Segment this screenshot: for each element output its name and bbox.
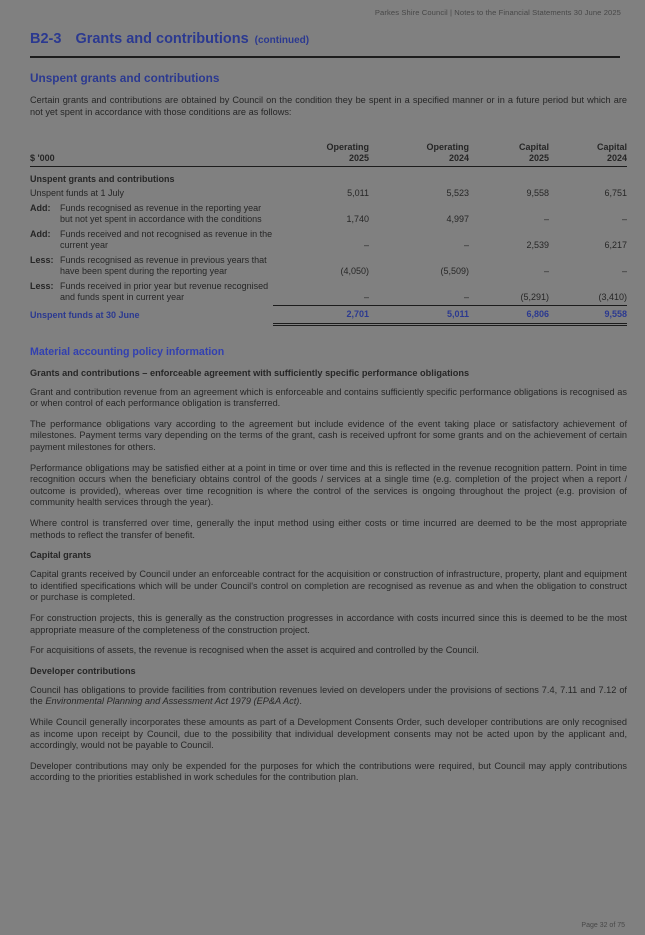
total-value: 9,558 (549, 305, 627, 324)
cell-value: 9,558 (526, 188, 549, 199)
policy-paragraph: The performance obligations vary according to the agreement but include evidence of the event taking place or satisfactory achievement of milestones. Payment terms vary depending on the terms of the grant, cash is received upfront for some grants and on the achievement of certain payment milestones for others. (30, 418, 627, 453)
total-value: 5,011 (369, 305, 469, 324)
row-label: Unspent funds at 1 July (30, 188, 125, 199)
table-total-row (30, 305, 627, 324)
cell-value: – (543, 266, 549, 277)
section-heading-unspent: Unspent grants and contributions (30, 71, 220, 85)
note-name: Grants and contributions (75, 31, 249, 47)
policy-paragraph: Council has obligations to provide facilities from contribution revenues levied on developers under the provisions of sections 7.4, 7.11 and 7.12 of the Environmental Planning and Assessment Act 1979 (EP&A Act). (30, 684, 627, 707)
title-divider (30, 56, 620, 58)
cell-value: 2,539 (526, 240, 549, 251)
cell-value: (4,050) (340, 266, 369, 277)
policy-paragraph: Performance obligations may be satisfied either at a point in time or over time and this is reflected in the revenue recognition pattern. Point in time recognition occurs when the beneficiary obtains control of the goods / services at a single time (e.g. completion of the project when a report / outcome is provided), whereas over time recognition is where the control of the services is ongoing throughout the project (e.g. provision of community health services through the year). (30, 462, 627, 508)
act-name-italic: Environmental Planning and Assessment Act 1979 (EP&A Act) (45, 696, 300, 707)
cell-value: (5,509) (440, 266, 469, 277)
cell-value: (3,410) (598, 291, 627, 302)
row-label: Less: Funds received in prior year but revenue recognised and funds spent in current year (30, 281, 269, 303)
row-label: Add: Funds recognised as revenue in the reporting year but not yet spent in accordance with the conditions (30, 203, 262, 225)
policy-paragraph: Capital grants received by Council under an enforceable contract for the acquisition or construction of infrastructure, property, plant and equipment to identified specifications which will be under Council's control on completion are recognised as revenue as and when the obligation to construct or purchase is completed. (30, 569, 627, 603)
col-header-operating-2025: Operating 2025 (273, 141, 369, 167)
total-value: 6,806 (469, 305, 549, 324)
cell-value: – (363, 291, 369, 302)
policy-paragraph: Where control is transferred over time, generally the input method using either costs or time incurred are deemed to be the most appropriate methods to reflect the transfer of benefit. (30, 518, 627, 540)
cell-value: 6,217 (604, 240, 627, 251)
note-title (30, 31, 627, 47)
subheading-developer-contributions: Developer contributions (30, 665, 136, 676)
policy-heading: Material accounting policy information (30, 345, 225, 358)
page-header: Parkes Shire Council | Notes to the Financial Statements 30 June 2025 (374, 8, 621, 17)
cell-value: 4,997 (446, 214, 469, 225)
policy-paragraph: While Council generally incorporates these amounts as part of a Development Consents Order, such developer contributions are only recognised as income upon receipt by Council, due to the possibility that individual development consents may not be acted upon by the applicant and, accordingly, would not be payable to Council. (30, 716, 627, 751)
page-footer: Page 32 of 75 (581, 922, 625, 929)
table-row (30, 227, 627, 253)
unit-label: $ '000 (30, 141, 273, 167)
unspent-grants-table (30, 141, 627, 326)
table-row (30, 186, 627, 201)
subheading-enforceable-agreements: Grants and contributions – enforceable agreement with sufficiently specific performance obligations (30, 367, 470, 378)
cell-value: – (463, 291, 469, 302)
col-header-capital-2025: Capital 2025 (469, 141, 549, 167)
policy-paragraph: For acquisitions of assets, the revenue is recognised when the asset is acquired and controlled by the Council. (30, 645, 479, 656)
table-section-row: Unspent grants and contributions (30, 174, 175, 185)
row-label: Less: Funds recognised as revenue in previous years that have been spent during the reporting year (30, 255, 267, 277)
note-code: B2-3 (30, 31, 62, 47)
subheading-capital-grants: Capital grants (30, 550, 92, 561)
table-row (30, 253, 627, 279)
cell-value: – (621, 214, 627, 225)
row-label: Add: Funds received and not recognised as revenue in the current year (30, 229, 273, 251)
table-row (30, 279, 627, 305)
table-row (30, 201, 627, 227)
col-header-capital-2024: Capital 2024 (549, 141, 627, 167)
intro-paragraph: Certain grants and contributions are obtained by Council on the condition they be spent in a specified manner or in a future period but which are not yet spent in accordance with those conditions are as follows: (30, 95, 627, 117)
total-label: Unspent funds at 30 June (30, 310, 140, 321)
cell-value: 1,740 (346, 214, 369, 225)
cell-value: 6,751 (604, 188, 627, 199)
total-value: 2,701 (273, 305, 369, 324)
col-header-operating-2024: Operating 2024 (369, 141, 469, 167)
policy-paragraph: Developer contributions may only be expended for the purposes for which the contributions were required, but Council may apply contributions according to the priorities established in work schedules for the contribution plan. (30, 760, 627, 783)
cell-value: 5,011 (347, 188, 369, 199)
cell-value: – (621, 266, 627, 277)
policy-paragraph: Grant and contribution revenue from an agreement which is enforceable and contains sufficiently specific performance obligations is recognised as or when control of each performance obligation is transferred. (30, 386, 627, 409)
cell-value: – (543, 214, 549, 225)
policy-paragraph: For construction projects, this is generally as the construction progresses in accordance with costs incurred since this is deemed to be the most appropriate measure of the completeness of the construction project. (30, 613, 627, 635)
cell-value: – (363, 240, 369, 251)
note-continued-label: (continued) (254, 35, 310, 46)
cell-value: 5,523 (446, 188, 469, 199)
cell-value: (5,291) (520, 291, 549, 302)
table-header-row (30, 141, 627, 167)
cell-value: – (463, 240, 469, 251)
